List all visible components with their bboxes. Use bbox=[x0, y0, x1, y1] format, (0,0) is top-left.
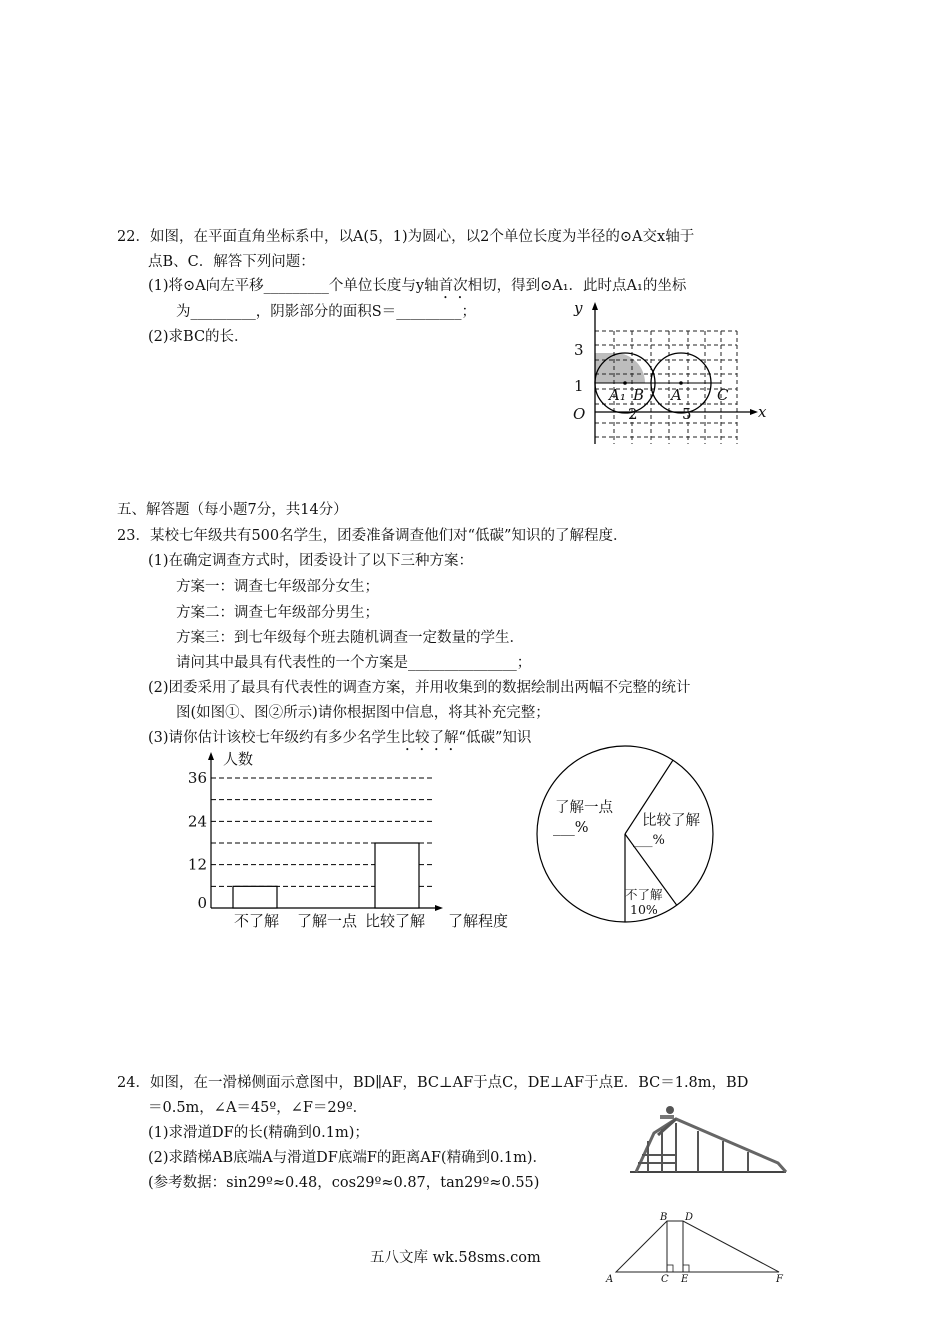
q22-part2: (2)求BC的长． bbox=[148, 329, 249, 345]
q23-bar-chart bbox=[187, 745, 530, 935]
q23-ask-pre: 请问其中最具有代表性的一个方案是 bbox=[176, 655, 408, 671]
center-A bbox=[679, 381, 683, 385]
pie-label-dont-know: 不了解 bbox=[625, 887, 663, 902]
label-tick-1: 1 bbox=[574, 377, 584, 395]
label-tick-3: 3 bbox=[574, 341, 584, 359]
q22-blank-area: _________ bbox=[396, 304, 462, 320]
pie-percent-know-well: ___% bbox=[633, 833, 665, 848]
q22-p1-pre: (1)将⊙A向左平移 bbox=[148, 278, 264, 294]
section-5-heading: 五、解答题（每小题7分，共14分） bbox=[117, 502, 348, 518]
label-A1: A₁ bbox=[609, 386, 626, 404]
q22-blank-coord: _________ bbox=[190, 304, 256, 320]
q23-part2-line1: (2)团委采用了最具有代表性的调查方案，并用收集到的数据绘制出两幅不完整的统计 bbox=[148, 680, 691, 696]
q22-stem-line2: 点B、C．解答下列问题： bbox=[148, 254, 315, 270]
bar-tick-label-1: 12 bbox=[187, 855, 207, 874]
bar-2 bbox=[375, 843, 419, 908]
q23-part1: (1)在确定调查方式时，团委设计了以下三种方案： bbox=[148, 553, 474, 569]
q23-ask bbox=[176, 653, 531, 673]
bar-x-label: 了解程度 bbox=[448, 912, 509, 930]
label-y: y bbox=[574, 299, 583, 317]
pie-label-know-little: 了解一点 bbox=[555, 800, 613, 816]
q24-stem-line1: 24．如图，在一滑梯侧面示意图中，BD∥AF，BC⊥AF于点C，DE⊥AF于点E．BC＝1.8m，BD bbox=[117, 1075, 749, 1091]
q24-reference: (参考数据：sin29º≈0.48，cos29º≈0.87，tan29º≈0.55) bbox=[148, 1175, 540, 1191]
q22-part1-line2 bbox=[176, 302, 476, 322]
label-tick-2: 2 bbox=[628, 405, 638, 423]
right-angle-E bbox=[683, 1265, 689, 1272]
q22-blank-shift: _________ bbox=[263, 278, 329, 294]
q23-part2-line2: 图(如图①、图②所示)请你根据图中信息，将其补充完整； bbox=[176, 705, 550, 721]
pie-label-know-well: 比较了解 bbox=[642, 813, 700, 829]
pie-percent-know-little: ___% bbox=[553, 820, 589, 836]
q23-ask-blank: _______________ bbox=[408, 655, 517, 671]
q22-p1-post: 相切，得到⊙A₁．此时点A₁的坐标 bbox=[467, 278, 687, 294]
q23-pie-chart bbox=[535, 750, 735, 940]
label-origin: O bbox=[573, 405, 586, 423]
bar-y-label: 人数 bbox=[223, 750, 254, 768]
geo-label-F: F bbox=[776, 1274, 783, 1285]
bar-y-axis-arrow bbox=[208, 752, 214, 760]
slide-outline bbox=[616, 1221, 779, 1272]
q22-p1b-mid: ，阴影部分的面积S＝ bbox=[255, 304, 397, 320]
q22-p1b-pre: 为 bbox=[176, 304, 191, 320]
bar-tick-label-2: 24 bbox=[187, 812, 207, 831]
q22-coordinate-figure bbox=[565, 292, 785, 462]
bar-category-label-2: 比较了解 bbox=[365, 912, 426, 930]
label-B: B bbox=[633, 386, 645, 404]
q24-slide-illustration bbox=[628, 1105, 788, 1175]
label-x: x bbox=[758, 403, 767, 421]
q24-part1: (1)求滑道DF的长(精确到0.1m)； bbox=[148, 1125, 369, 1141]
label-tick-5: 5 bbox=[682, 405, 692, 423]
pie-percent-dont-know: 10% bbox=[630, 902, 658, 917]
q23-p3-post: “低碳”知识 bbox=[458, 730, 532, 746]
label-C: C bbox=[717, 386, 729, 404]
q24-stem-line2: ＝0.5m，∠A＝45º，∠F＝29º． bbox=[148, 1100, 368, 1116]
bar-category-label-1: 了解一点 bbox=[297, 912, 358, 930]
q23-ask-post: ； bbox=[516, 655, 532, 671]
q24-geometry-figure bbox=[600, 1210, 790, 1290]
bar-category-label-0: 不了解 bbox=[234, 912, 280, 930]
footer-watermark: 五八文库 wk.58sms.com bbox=[370, 1250, 541, 1266]
geo-label-C: C bbox=[661, 1274, 669, 1285]
shaded-rect bbox=[595, 353, 615, 383]
q23-p3-pre: (3)请你估计该校七年级约有多少名学生 bbox=[148, 730, 401, 746]
q23-plan2: 方案二：调查七年级部分男生； bbox=[176, 605, 379, 621]
bar-tick-label-0: 0 bbox=[197, 894, 207, 912]
child-figure bbox=[666, 1106, 674, 1114]
center-A1 bbox=[623, 381, 627, 385]
geo-label-D: D bbox=[685, 1212, 694, 1223]
q23-p3-emphasis: 比较了解 bbox=[400, 730, 459, 746]
bar-x-axis-arrow bbox=[435, 905, 443, 911]
q22-p1-emphasis: 首次 bbox=[438, 278, 468, 294]
geo-label-A: A bbox=[606, 1274, 614, 1285]
q22-p1-mid: 个单位长度与y轴 bbox=[328, 278, 439, 294]
y-axis-arrow bbox=[592, 302, 598, 310]
geo-label-B: B bbox=[660, 1212, 668, 1223]
geo-label-E: E bbox=[681, 1274, 689, 1285]
bar-tick-label-3: 36 bbox=[187, 769, 207, 787]
q23-plan1: 方案一：调查七年级部分女生； bbox=[176, 579, 379, 595]
q22-p1b-post: ； bbox=[461, 304, 476, 320]
right-angle-C bbox=[667, 1265, 673, 1272]
x-axis-arrow bbox=[750, 409, 758, 415]
bar-0 bbox=[233, 886, 277, 908]
q23-stem: 23．某校七年级共有500名学生，团委准备调查他们对“低碳”知识的了解程度． bbox=[117, 528, 628, 544]
label-A: A bbox=[671, 386, 682, 404]
q22-stem-line1: 22．如图，在平面直角坐标系中，以A(5，1)为圆心，以2个单位长度为半径的⊙A交x轴于 bbox=[117, 229, 695, 245]
q23-plan3: 方案三：到七年级每个班去随机调查一定数量的学生． bbox=[176, 630, 524, 646]
q24-part2: (2)求踏梯AB底端A与滑道DF底端F的距离AF(精确到0.1m)． bbox=[148, 1150, 548, 1166]
